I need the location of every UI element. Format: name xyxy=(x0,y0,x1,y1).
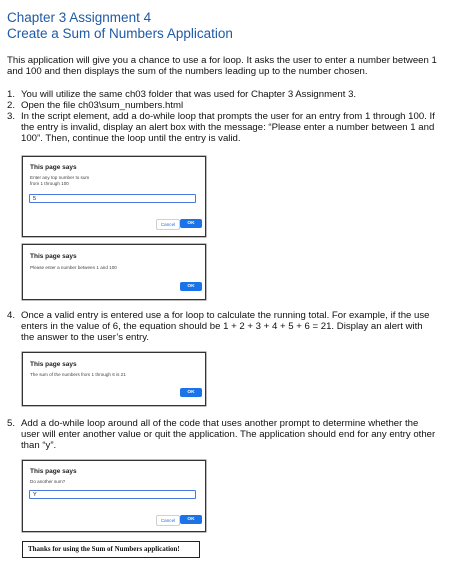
step-5-line-3: than “y”. xyxy=(21,440,57,451)
step-3-line-3: 100”. Then, continue the loop until the entry is valid. xyxy=(21,133,241,144)
dialog-message xyxy=(30,175,89,188)
ok-button[interactable]: OK xyxy=(180,388,202,397)
dialog-title: This page says xyxy=(30,164,77,171)
dialog-message: Please enter a number between 1 and 100 xyxy=(30,265,117,270)
dialog-title: This page says xyxy=(30,253,77,260)
step-number: 2. xyxy=(7,100,16,111)
step-4 xyxy=(7,310,430,321)
prompt-dialog-enter-number xyxy=(22,156,206,237)
step-4-line-3: the answer to the user’s entry. xyxy=(21,332,149,343)
intro-line-2: and 100 and then displays the sum of the numbers leading up to the number chosen. xyxy=(7,66,368,77)
step-5 xyxy=(7,418,418,429)
thanks-message-box: Thanks for using the Sum of Numbers application! xyxy=(22,541,200,558)
step-3 xyxy=(7,111,435,122)
dialog-message-line-2: from 1 through 100 xyxy=(30,181,69,187)
dialog-title: This page says xyxy=(30,468,77,475)
cancel-button[interactable]: Cancel xyxy=(156,515,180,526)
intro-line-1: This application will give you a chance to use a for loop. It asks the user to enter a number between 1 xyxy=(7,55,437,66)
ok-button[interactable]: OK xyxy=(180,219,202,228)
prompt-input[interactable]: Y xyxy=(29,490,196,499)
step-number: 5. xyxy=(7,418,16,429)
ok-button[interactable]: OK xyxy=(180,515,202,524)
step-number: 1. xyxy=(7,89,16,100)
ok-button[interactable]: OK xyxy=(180,282,202,291)
cancel-button[interactable]: Cancel xyxy=(156,219,180,230)
step-2 xyxy=(7,100,183,111)
dialog-title: This page says xyxy=(30,361,77,368)
step-text: You will utilize the same ch03 folder that was used for Chapter 3 Assignment 3. xyxy=(21,89,357,100)
alert-dialog-invalid-entry xyxy=(22,244,206,300)
step-text: Once a valid entry is entered use a for loop to calculate the running total. For example, if the use xyxy=(21,310,430,321)
step-4-line-2: enters in the value of 6, the equation should be 1 + 2 + 3 + 4 + 5 + 6 = 21. Display an alert with xyxy=(21,321,423,332)
step-5-line-2: user will enter another value or quit the application. The application should end for any entry other xyxy=(21,429,436,440)
step-text: Add a do-while loop around all of the code that uses another prompt to determine whether the xyxy=(21,418,419,429)
dialog-message: The sum of the numbers from 1 through 6 is 21 xyxy=(30,372,126,377)
prompt-input[interactable]: 5 xyxy=(29,194,196,203)
alert-dialog-sum-result xyxy=(22,352,206,406)
step-text: Open the file ch03\sum_numbers.html xyxy=(21,100,184,111)
step-text: In the script element, add a do-while loop that prompts the user for an entry from 1 through 100. If xyxy=(21,111,435,122)
document-subtitle: Create a Sum of Numbers Application xyxy=(7,26,233,41)
step-number: 4. xyxy=(7,310,16,321)
step-1 xyxy=(7,89,356,100)
step-number: 3. xyxy=(7,111,16,122)
prompt-dialog-another-sum xyxy=(22,460,206,532)
dialog-message: Do another sum? xyxy=(30,479,66,484)
dialog-message-line-1: Enter any top number to sum xyxy=(30,175,90,180)
document-title: Chapter 3 Assignment 4 xyxy=(7,10,152,25)
step-3-line-2: the entry is invalid, display an alert box with the message: “Please enter a number between 1 and xyxy=(21,122,435,133)
